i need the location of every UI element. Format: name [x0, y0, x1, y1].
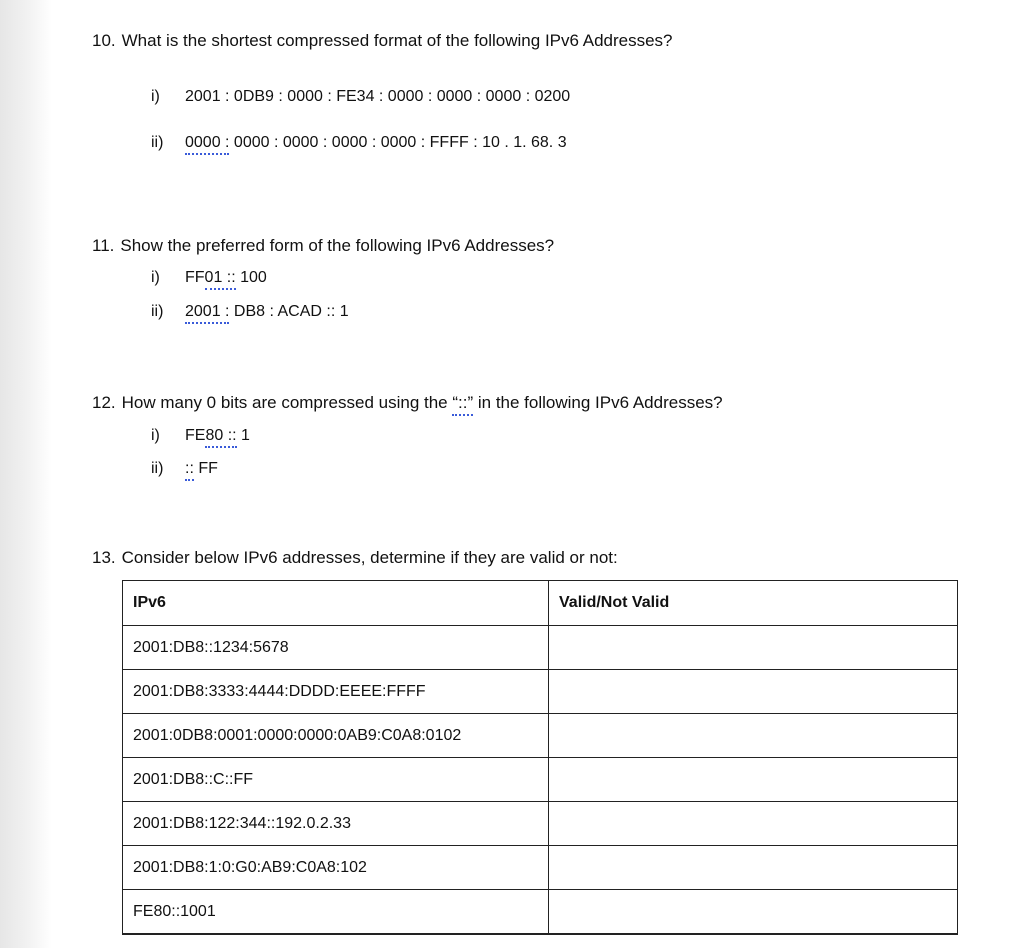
table-cell-answer[interactable]: [549, 846, 958, 890]
spellcheck-underlined-text: ::: [185, 460, 194, 477]
table-header-row: [123, 581, 958, 626]
question-12-text-before: How many 0 bits are compressed using the: [121, 393, 453, 412]
table-cell-address: FE80::1001: [123, 890, 549, 935]
question-11-item-1: [151, 269, 267, 287]
table-cell-answer[interactable]: [549, 626, 958, 670]
item-roman: i): [151, 88, 160, 105]
item-roman: i): [151, 427, 160, 444]
table-cell-answer[interactable]: [549, 714, 958, 758]
table-row: [123, 890, 958, 935]
table-cell-answer[interactable]: [549, 890, 958, 935]
question-12-title: [92, 393, 723, 413]
item-address-rest: 0000 : 0000 : 0000 : 0000 : FFFF : 10 . 1. 68. 3: [229, 134, 567, 151]
table-cell-address: 2001:DB8:122:344::192.0.2.33: [123, 802, 549, 846]
question-13-title: [92, 548, 618, 568]
table-row: [123, 626, 958, 670]
table-header-valid: Valid/Not Valid: [549, 581, 958, 626]
spellcheck-underlined-text: 2001 :: [185, 303, 230, 320]
item-address-rest: FF: [193, 460, 218, 477]
item-roman: ii): [151, 460, 164, 477]
spellcheck-underlined-text: 80 ::: [205, 427, 237, 444]
spellcheck-underlined-text: 0000 :: [185, 134, 230, 151]
item-roman: i): [151, 269, 160, 286]
table-row: [123, 758, 958, 802]
question-12-number: 12.: [92, 393, 116, 412]
question-11-number: 11.: [92, 236, 115, 255]
spellcheck-underlined-text: 01 ::: [204, 269, 236, 286]
question-10-text: What is the shortest compressed format of the following IPv6 Addresses?: [121, 31, 673, 50]
question-11-text: Show the preferred form of the following IPv6 Addresses?: [120, 236, 555, 255]
question-10-title: [92, 31, 673, 51]
item-address-prefix: FF: [185, 269, 205, 286]
ipv6-validity-table: [122, 580, 958, 935]
question-10-item-2: [151, 134, 567, 152]
page-left-shadow: [0, 0, 52, 948]
item-roman: ii): [151, 134, 164, 151]
item-roman: ii): [151, 303, 164, 320]
question-12-item-1: [151, 427, 250, 445]
question-10-number: 10.: [92, 31, 116, 50]
table-cell-address: 2001:0DB8:0001:0000:0000:0AB9:C0A8:0102: [123, 714, 549, 758]
item-address-rest: DB8 : ACAD :: 1: [229, 303, 349, 320]
spellcheck-underlined-quote: “::”: [452, 393, 474, 412]
question-11-item-2: [151, 303, 349, 321]
question-12-item-2: [151, 460, 218, 478]
table-cell-answer[interactable]: [549, 758, 958, 802]
table-row: [123, 670, 958, 714]
question-13-number: 13.: [92, 548, 116, 567]
question-11-title: [92, 236, 554, 256]
table-header-ipv6: IPv6: [123, 581, 549, 626]
table-cell-address: 2001:DB8::C::FF: [123, 758, 549, 802]
table-cell-answer[interactable]: [549, 802, 958, 846]
document-page: [52, 0, 1024, 948]
table-cell-answer[interactable]: [549, 670, 958, 714]
question-10-item-1: [151, 88, 570, 106]
item-address-rest: 100: [235, 269, 267, 286]
table-row: [123, 714, 958, 758]
question-12-text-after: in the following IPv6 Addresses?: [473, 393, 723, 412]
item-address: 2001 : 0DB9 : 0000 : FE34 : 0000 : 0000 : 0000 : 0200: [185, 88, 571, 105]
item-address-prefix: FE: [185, 427, 206, 444]
table-row: [123, 846, 958, 890]
table-cell-address: 2001:DB8::1234:5678: [123, 626, 549, 670]
item-address-rest: 1: [236, 427, 250, 444]
question-13-text: Consider below IPv6 addresses, determine if they are valid or not:: [121, 548, 618, 567]
table-cell-address: 2001:DB8:3333:4444:DDDD:EEEE:FFFF: [123, 670, 549, 714]
table-row: [123, 802, 958, 846]
table-cell-address: 2001:DB8:1:0:G0:AB9:C0A8:102: [123, 846, 549, 890]
